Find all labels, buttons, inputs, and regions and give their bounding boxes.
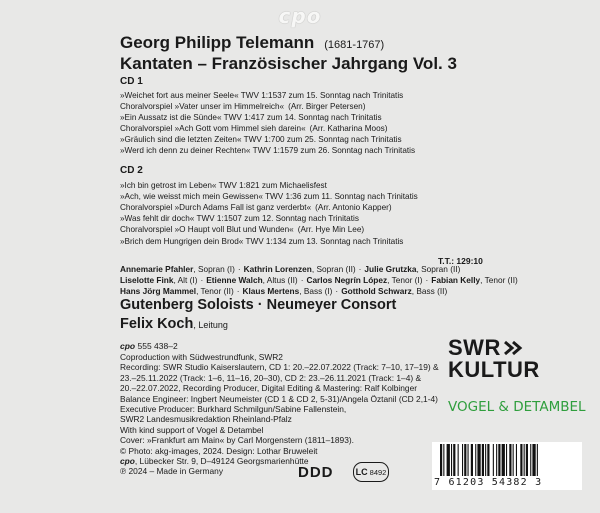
swr-kultur-logo: SWR KULTUR: [448, 335, 540, 382]
address-line: cpo, Lübecker Str. 9, D–49124 Georgsmarienhütte: [120, 456, 309, 467]
barcode-bar: [447, 444, 450, 476]
cd1-track: »Ein Aussatz ist die Sünde« TWV 1:417 zum 14. Sonntag nach Trinitatis: [120, 113, 382, 122]
barcode-bar: [440, 444, 442, 476]
soloists-line-1: Annemarie Pfahler, Sopran (I) · Kathrin Lorenzen, Sopran (II) · Julie Grutzka, Sopran (II): [120, 264, 461, 274]
cd2-track: »Was fehlt dir doch« TWV 1:1507 zum 12. Sonntag nach Trinitatis: [120, 214, 359, 223]
ensembles: Gutenberg Soloists · Neumeyer Consort: [120, 297, 397, 313]
credit-line: Balance Engineer: Ingbert Neumeister (CD 1 & CD 2, 5-31)/Angela Öztanil (CD 2,1-4): [120, 393, 438, 404]
barcode-bar: [537, 444, 538, 476]
catalog-number: cpo 555 438–2: [120, 341, 178, 351]
barcode-bar: [493, 444, 494, 476]
barcode-bar: [443, 444, 444, 476]
barcode-bar: [475, 444, 476, 476]
sponsor-logo: VOGEL & DETAMBEL: [448, 399, 586, 415]
cd1-track: Choralvorspiel »Ach Gott vom Himmel sieh darein« (Arr. Katharina Moos): [120, 124, 388, 133]
soloists-line-3: Hans Jörg Mammel, Tenor (II) · Klaus Mertens, Bass (I) · Gotthold Schwarz, Bass (II): [120, 286, 448, 296]
credit-line: Executive Producer: Burkhard Schmilgun/Sabine Fallenstein,: [120, 404, 347, 415]
copyright-line: ℗ 2024 – Made in Germany: [120, 466, 224, 477]
barcode-bar: [506, 444, 507, 476]
credit-line: SWR2 Landesmusikredaktion Rheinland-Pfalz: [120, 414, 292, 425]
credit-line: © Photo: akg-images, 2024. Design: Lothar Bruweleit: [120, 445, 318, 456]
barcode-bar: [482, 444, 484, 476]
barcode-bar: [520, 444, 522, 476]
cd1-track: Choralvorspiel »Vater unser im Himmelreich« (Arr. Birger Petersen): [120, 102, 366, 111]
barcode-bar: [496, 444, 497, 476]
credit-line: With kind support of Vogel & Detambel: [120, 424, 264, 435]
soloists-line-2: Liselotte Fink, Alt (I) · Etienne Walch, Altus (II) · Carlos Negrín López, Tenor (I) · Fabian Kelly, Tenor (II): [120, 275, 518, 285]
composer-name: Georg Philipp Telemann: [120, 33, 315, 52]
cd1-track: »Gräulich sind die letzten Zeiten« TWV 1:700 zum 25. Sonntag nach Trinitatis: [120, 135, 402, 144]
cd2-track: »Brich dem Hungrigen dein Brod« TWV 1:134 zum 13. Sonntag nach Trinitatis: [120, 237, 404, 246]
credit-line: 20.–22.07.2022, Recording Producer, Digital Editing & Mastering: Ralf Kolbinger: [120, 383, 418, 394]
credit-line: Cover: »Frankfurt am Main« by Carl Morgenstern (1811–1893).: [120, 435, 354, 446]
barcode-bar: [471, 444, 473, 476]
barcode-bar: [477, 444, 480, 476]
credit-line: Coproduction with Südwestrundfunk, SWR2: [120, 352, 283, 362]
barcode: [432, 442, 582, 490]
barcode-bar: [526, 444, 528, 476]
barcode-bar: [453, 444, 455, 476]
barcode-digits: 7 61203 54382 3: [434, 477, 543, 488]
work-title: Kantaten – Französischer Jahrgang Vol. 3: [120, 54, 457, 73]
barcode-bar: [524, 444, 525, 476]
barcode-bar: [451, 444, 452, 476]
cd2-track: Choralvorspiel »Durch Adams Fall ist ganz verderbt« (Arr. Antonio Kapper): [120, 203, 392, 212]
cd2-track: »Ach, wie weisst mich mein Gewissen« TWV 1:36 zum 11. Sonntag nach Trinitatis: [120, 192, 418, 201]
label-code: LC 8492: [353, 462, 389, 482]
cd1-track: »Weichet fort aus meiner Seele« TWV 1:1537 zum 15. Sonntag nach Trinitatis: [120, 91, 404, 100]
credit-line: 23.–25.11.2022 (Track: 1–6, 11–16, 20–30), CD 2: 23.–26.11.2021 (Track: 1–4) &: [120, 372, 422, 383]
barcode-bar: [502, 444, 505, 476]
barcode-bar: [464, 444, 466, 476]
ddd-mark: DDD: [298, 464, 334, 481]
cd2-heading: CD 2: [120, 165, 143, 176]
cd1-heading: CD 1: [120, 76, 143, 87]
cd2-track: Choralvorspiel »O Haupt voll Blut und Wunden« (Arr. Hye Min Lee): [120, 225, 365, 234]
barcode-bar: [509, 444, 511, 476]
barcode-bar: [462, 444, 463, 476]
composer-heading: [120, 33, 384, 53]
cd1-track: »Werd ich denn zu deiner Rechten« TWV 1:1579 zum 26. Sonntag nach Trinitatis: [120, 146, 416, 155]
composer-dates: (1681-1767): [324, 39, 385, 51]
barcode-bar: [516, 444, 517, 476]
barcode-bar: [458, 444, 459, 476]
credits-block: [120, 352, 439, 477]
barcode-bars: [432, 444, 582, 478]
double-chevron-icon: [503, 340, 523, 356]
barcode-bar: [487, 444, 489, 476]
barcode-bar: [485, 444, 486, 476]
barcode-bar: [530, 444, 531, 476]
barcode-bar: [498, 444, 500, 476]
barcode-bar: [513, 444, 514, 476]
conductor: Felix Koch, Leitung: [120, 316, 228, 332]
barcode-bar: [532, 444, 535, 476]
barcode-bar: [468, 444, 469, 476]
credit-line: Recording: SWR Studio Kaiserslautern, CD 1: 20.–22.07.2022 (Track: 7–10, 17–19) &: [120, 362, 439, 373]
cpo-logo: cpo: [278, 4, 322, 28]
total-time: T.T.: 129:10: [438, 256, 483, 266]
cd2-track: »Ich bin getrost im Leben« TWV 1:821 zum Michaelisfest: [120, 181, 327, 190]
